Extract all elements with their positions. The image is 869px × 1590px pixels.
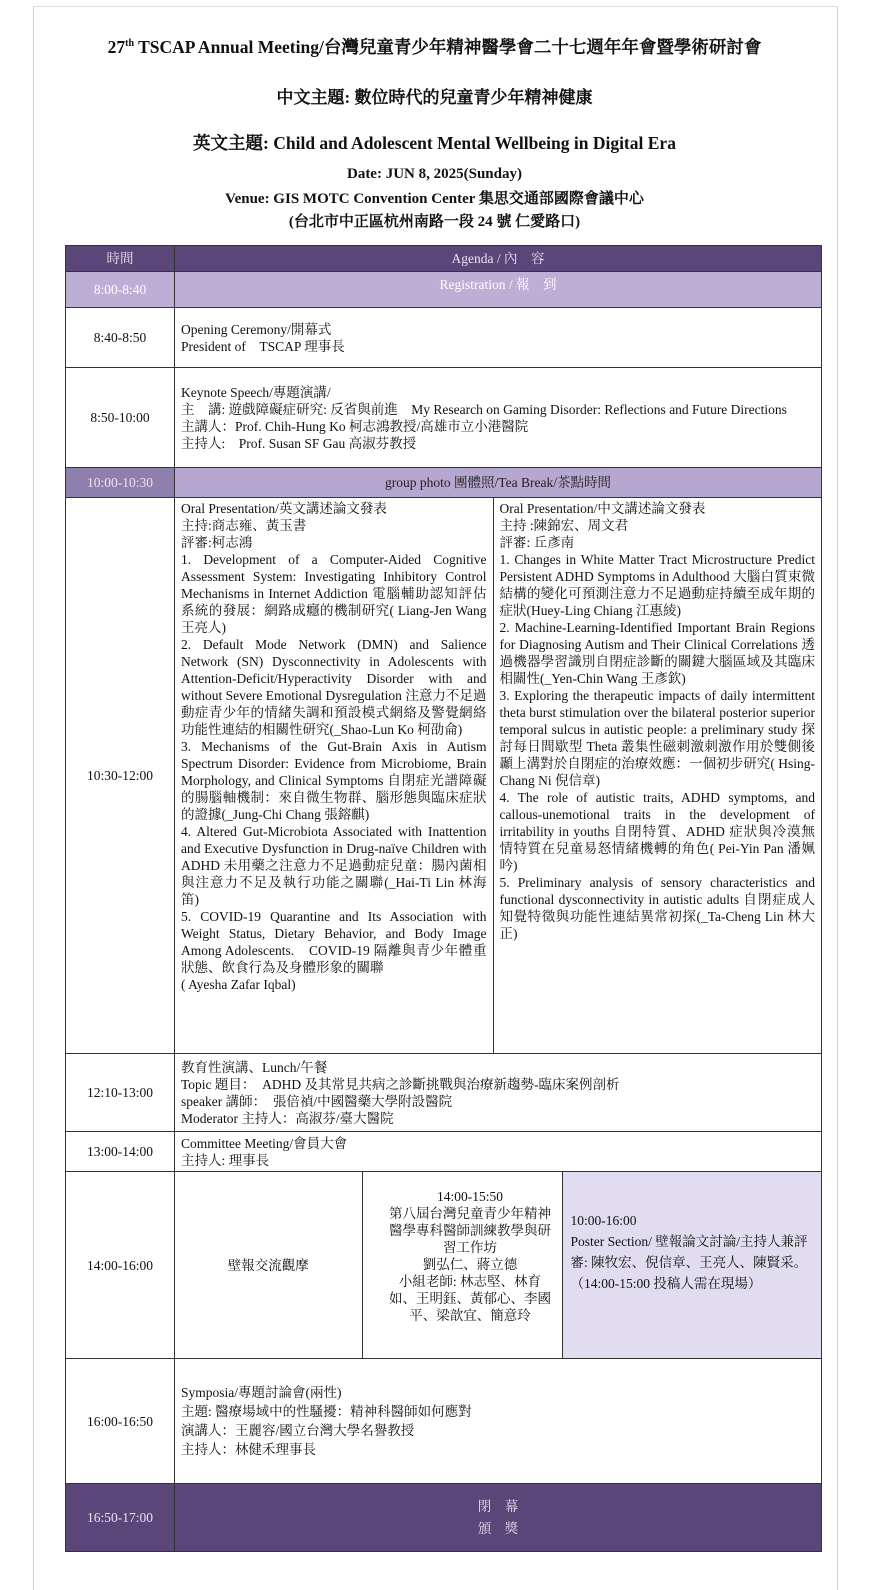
symposia-content — [175, 1359, 822, 1484]
poster-line: （14:00-15:00 投稿人需在現場） — [570, 1276, 762, 1291]
theme-english: 英文主題: Child and Adolescent Mental Wellbeing in Digital Era — [193, 133, 676, 153]
poster-line: Poster Section/ 壁報論文討論/主持人兼評審: 陳牧宏、倪信章、王亮人、陳賢采。 — [570, 1234, 808, 1270]
oral-time: 10:30-12:00 — [66, 498, 175, 1054]
closing-line: 頒 獎 — [477, 1520, 519, 1536]
committee-line: 主持人: 理事長 — [181, 1152, 270, 1168]
keynote-content — [175, 368, 822, 468]
oral-en-line: 主持:商志雍、黃玉書 — [181, 518, 307, 533]
workshop-line: 14:00-15:50 — [437, 1189, 503, 1204]
registration-label: Registration / 報 到 — [175, 272, 822, 308]
registration-row — [66, 272, 822, 308]
keynote-line: 主持人: Prof. Susan SF Gau 高淑芬教授 — [181, 435, 417, 451]
opening-content — [175, 308, 822, 368]
keynote-line: 主 講: 遊戲障礙症研究: 反省與前進 My Research on Gaming Disorder: Reflections and Future Directions — [181, 401, 787, 417]
oral-en-item: ( Ayesha Zafar Iqbal) — [181, 977, 296, 992]
oral-en-item: 5. COVID-19 Quarantine and Its Association with Weight Status, Dietary Behavior, and Body Image Among Adolescents. COVID-19 隔離與青少年體重狀態、飲食行為及身體形象的關聯 — [181, 909, 487, 975]
poster-exchange — [175, 1172, 362, 1358]
lunch-line: Moderator 主持人：高淑芬/臺大醫院 — [181, 1110, 394, 1126]
committee-time: 13:00-14:00 — [66, 1132, 175, 1172]
oral-zh-line: 主持 :陳錦宏、周文君 — [499, 518, 629, 533]
oral-en-item: 1. Development of a Computer-Aided Cognitive Assessment System: Investigating Inhibitory Control Mechanisms in Internet Addiction 電腦輔助認知評估系統的發展：網路成癮的機制研究( Liang-Jen Wang 王亮人) — [181, 552, 487, 635]
opening-time: 8:40-8:50 — [66, 308, 175, 368]
event-address: (台北市中正區杭州南路一段 24 號 仁愛路口) — [288, 214, 581, 230]
opening-line: President of TSCAP 理事長 — [181, 338, 345, 354]
table-header-row — [66, 246, 822, 272]
symposia-line: 主持人：林健禾理事長 — [181, 1442, 316, 1457]
committee-row — [66, 1132, 822, 1172]
workshop-line: 劉弘仁、蔣立德 — [422, 1257, 518, 1272]
poster-row — [66, 1172, 822, 1359]
header-agenda: Agenda / 內 容 — [175, 246, 822, 272]
opening-line: Opening Ceremony/開幕式 — [181, 321, 332, 337]
poster-exchange-label: 壁報交流觀摩 — [227, 1257, 309, 1273]
agenda-table — [65, 245, 822, 1552]
oral-row — [66, 498, 822, 1054]
closing-time: 16:50-17:00 — [66, 1484, 175, 1552]
break-row — [66, 468, 822, 498]
symposia-line: 主題: 醫療場域中的性騷擾：精神科醫師如何應對 — [181, 1404, 472, 1419]
symposia-line: 演講人：王麗容/國立台灣大學名譽教授 — [181, 1423, 415, 1438]
keynote-row — [66, 368, 822, 468]
oral-english-column — [175, 498, 493, 1053]
header-time: 時間 — [66, 246, 175, 272]
lunch-content — [175, 1054, 822, 1132]
event-date: Date: JUN 8, 2025(Sunday) — [346, 166, 522, 182]
poster-line: 10:00-16:00 — [570, 1213, 637, 1228]
lunch-line: 教育性演講、Lunch/午餐 — [181, 1059, 328, 1075]
oral-zh-item: 3. Exploring the therapeutic impacts of daily intermittent theta burst stimulation over the bilateral posterior superior temporal sulcus in autistic people: a preliminary study 探討每日間歇型 Theta 叢集性磁刺激刺激作用於雙側後顳上溝對於自閉症的治療效應：一個初步研究( Hsing-Chang Ni 倪信章) — [499, 688, 815, 788]
workshop-line: 第八屆台灣兒童青少年精神醫學專科醫師訓練教學與研習工作坊 — [389, 1206, 551, 1255]
poster-section-cell — [562, 1172, 821, 1358]
committee-content — [175, 1132, 822, 1172]
keynote-line: Keynote Speech/專題演講/ — [181, 384, 331, 400]
poster-content — [175, 1172, 822, 1359]
oral-en-line: 評審:柯志鴻 — [181, 535, 253, 550]
oral-zh-item: 4. The role of autistic traits, ADHD symptoms, and callous-unemotional traits in the development of irritability in youths 自閉特質、ADHD 症狀與冷漠無情特質在兒童易怒情緒機轉的角色( Pei-Yin Pan 潘姵吟) — [499, 790, 815, 873]
committee-line: Committee Meeting/會員大會 — [181, 1135, 348, 1151]
workshop-line: 小組老師: 林志堅、林育如、王明鈺、黃郁心、李國平、梁歆宜、簡意玲 — [389, 1274, 551, 1323]
oral-zh-line: Oral Presentation/中文講述論文發表 — [499, 501, 706, 516]
symposia-line: Symposia/專題討論會(兩性) — [181, 1385, 342, 1400]
lunch-time: 12:10-13:00 — [66, 1054, 175, 1132]
meeting-title: 27th TSCAP Annual Meeting/台灣兒童青少年精神醫學會二十七週年年會暨學術研討會 — [107, 37, 762, 57]
event-venue: Venue: GIS MOTC Convention Center 集思交通部國際會議中心 — [225, 191, 644, 207]
workshop-cell — [362, 1172, 562, 1358]
oral-zh-item: 1. Changes in White Matter Tract Microstructure Predict Persistent ADHD Symptoms in Adulthood 大腦白質束微結構的變化可預測注意力不足過動症持續至成年期的症狀(Huey-Ling Chiang 江惠綾) — [499, 552, 815, 618]
oral-en-item: 3. Mechanisms of the Gut-Brain Axis in Autism Spectrum Disorder: Evidence from Microbiome, Brain Morphology, and Clinical Symptoms 自閉症光譜障礙的腸腦軸機制：來自微生物群、腦形態與臨床症狀的證據(_Jung-Chi Chang 張鎔麒) — [181, 739, 487, 822]
lunch-row — [66, 1054, 822, 1132]
keynote-line: 主講人：Prof. Chih-Hung Ko 柯志鴻教授/高雄市立小港醫院 — [181, 418, 529, 434]
theme-chinese: 中文主題: 數位時代的兒童青少年精神健康 — [276, 88, 593, 107]
break-time: 10:00-10:30 — [66, 468, 175, 498]
oral-content — [175, 498, 822, 1054]
opening-row — [66, 308, 822, 368]
poster-time: 14:00-16:00 — [66, 1172, 175, 1359]
oral-en-line: Oral Presentation/英文講述論文發表 — [181, 501, 387, 516]
oral-zh-line: 評審: 丘彥南 — [499, 535, 575, 550]
oral-zh-item: 2. Machine-Learning-Identified Important Brain Regions for Diagnosing Autism and Their Clinical Correlations 透過機器學習識別自閉症診斷的關鍵大腦區域及其臨床相關性(_Yen-Chin Wang 王彥欽) — [499, 620, 815, 686]
symposia-time: 16:00-16:50 — [66, 1359, 175, 1484]
closing-content — [175, 1484, 822, 1552]
keynote-time: 8:50-10:00 — [66, 368, 175, 468]
oral-en-item: 2. Default Mode Network (DMN) and Salience Network (SN) Dysconnectivity in Adolescents with Attention-Deficit/Hyperactivity Disorder with and without Severe Emotional Dysregulation 注意力不足過動症青少年的情緒失調和預設模式網絡及警覺網絡功能性連結的相關性研究(_Shao-Lun Ko 柯劭侖) — [181, 637, 487, 737]
lunch-line: Topic 題目： ADHD 及其常見共病之診斷挑戰與治療新趨勢-臨床案例剖析 — [181, 1076, 620, 1092]
break-label: group photo 團體照/Tea Break/茶點時間 — [175, 468, 822, 498]
symposia-row — [66, 1359, 822, 1484]
oral-zh-item: 5. Preliminary analysis of sensory characteristics and functional dysconnectivity in autistic adults 自閉症成人知覺特徵與功能性連結異常初探(_Ta-Cheng Lin 林大正) — [499, 875, 815, 941]
closing-row — [66, 1484, 822, 1552]
oral-chinese-column — [493, 498, 821, 1053]
registration-time: 8:00-8:40 — [66, 272, 175, 308]
closing-line: 閉 幕 — [477, 1498, 519, 1514]
oral-en-item: 4. Altered Gut-Microbiota Associated with Inattention and Executive Dysfunction in Drug-naïve Children with ADHD 未用藥之注意力不足過動症兒童：腸內菌相與注意力不足及執行功能之關聯(_Hai-Ti Lin 林海笛) — [181, 824, 487, 907]
lunch-line: speaker 講師： 張倍禎/中國醫藥大學附設醫院 — [181, 1093, 453, 1109]
